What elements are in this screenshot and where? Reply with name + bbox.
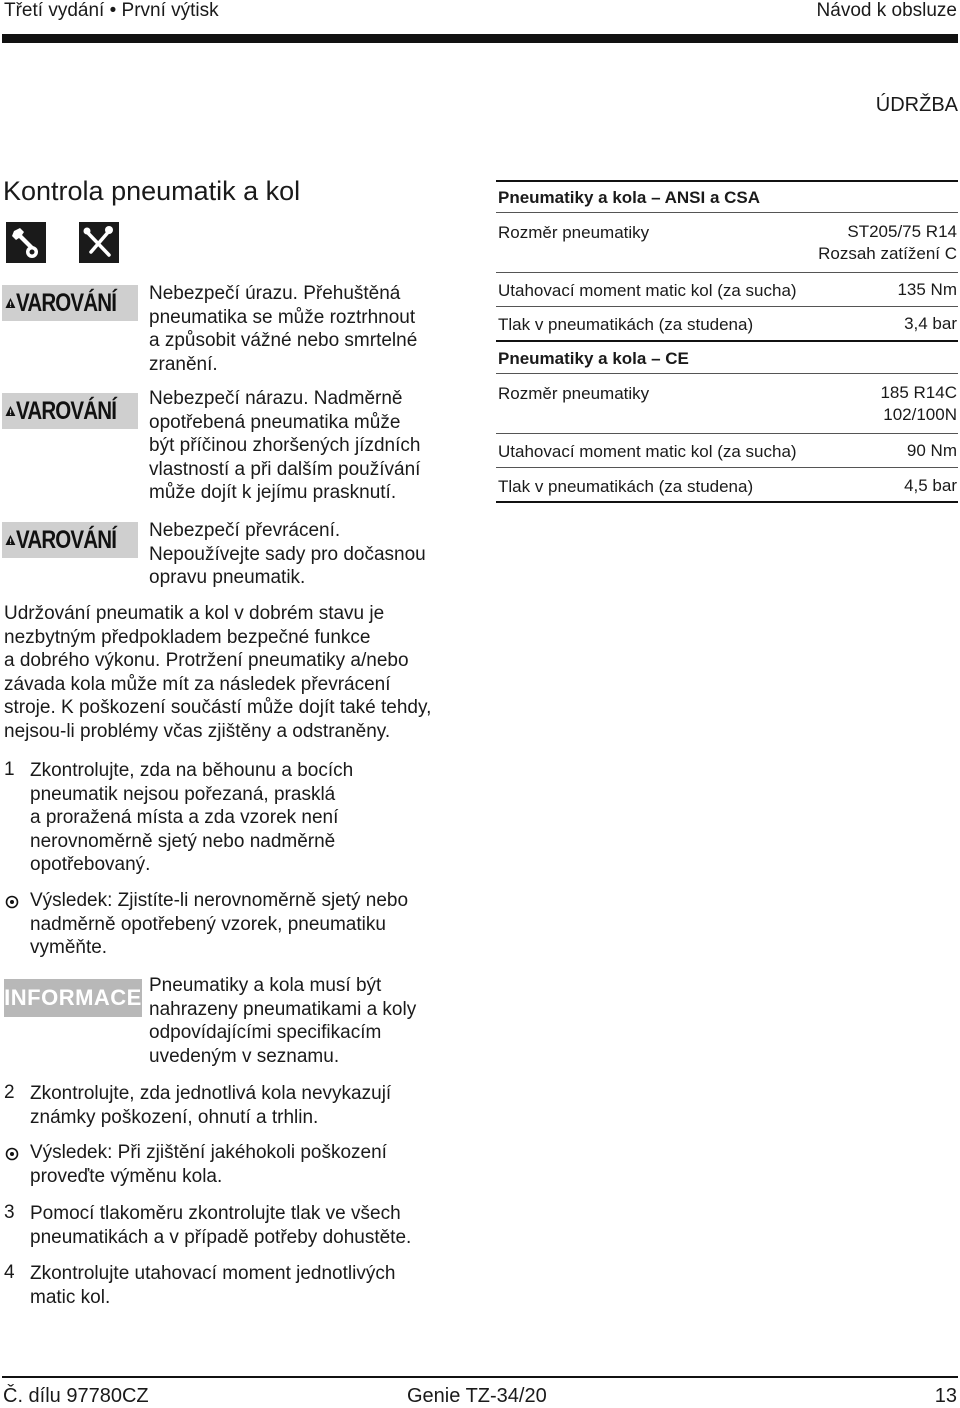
text-line: a způsobit vážné nebo smrtelné [149,330,418,351]
warning-label: VAROVÁNÍ [15,288,117,317]
value-line: 102/100N [883,405,957,424]
warning-badge [2,522,138,558]
table-row-label: Utahovací moment matic kol (za sucha) [498,442,797,461]
text-line: Udržování pneumatik a kol v dobrém stavu je [4,603,385,624]
info-badge: INFORMACE [4,979,142,1017]
step-number: 2 [4,1082,15,1103]
page-title: Kontrola pneumatik a kol [3,176,301,206]
header-edition: Třetí vydání • První výtisk [4,0,219,21]
table-row-value: 4,5 bar [904,476,957,495]
text-line: Nebezpečí úrazu. Přehuštěná [149,283,401,304]
step-number: 3 [4,1202,15,1223]
warning-label: VAROVÁNÍ [15,525,117,554]
intro-paragraph [4,602,474,743]
text-line: Výsledek: Při zjištění jakéhokoli poškození [30,1142,387,1163]
table-row-label: Tlak v pneumatikách (za studena) [498,477,754,496]
text-line: uvedeným v seznamu. [149,1045,340,1067]
value-line: ST205/75 R14 [847,222,957,241]
text-line: opotřebená pneumatika může [149,411,401,433]
text-line: být příčinou zhoršených jízdních [149,435,421,456]
footer-rule [2,1376,958,1378]
text-line: zranění. [149,353,218,375]
table-rule [496,306,958,307]
text-line: pneumatikách a v případě potřeby dohustěte. [30,1226,412,1248]
table-rule [496,272,958,273]
text-line: známky poškození, ohnutí a trhlin. [30,1106,319,1128]
text-line: Zkontrolujte utahovací moment jednotlivých [30,1263,396,1284]
text-line: odpovídajícími specifikacím [149,1022,382,1043]
table-row-value [880,382,957,426]
warning-text [149,387,469,505]
warning-badge [2,285,138,321]
text-line: Nepoužívejte sady pro dočasnou [149,543,426,565]
table-row-label: Rozměr pneumatiky [498,223,650,242]
table-rule [496,433,958,434]
header-manual: Návod k obsluze [816,0,957,21]
info-text [149,974,469,1068]
text-line: Zkontrolujte, zda na běhounu a bocích [30,760,354,781]
table-rule [496,373,958,374]
text-line: stroje. K poškození součástí může dojít také tehdy, [4,697,432,718]
text-line: Nebezpečí převrácení. [149,520,341,541]
wrench-nut-icon [6,222,46,263]
step-text [30,759,450,877]
text-line: pneumatika se může roztrhnout [149,306,416,328]
section-label: ÚDRŽBA [875,94,958,116]
result-icon [5,1147,19,1161]
table-title: Pneumatiky a kola – CE [498,349,689,368]
warning-triangle-icon [5,400,16,422]
result-icon [5,895,19,909]
text-line: opotřebovaný. [30,854,151,875]
text-line: a proražená místa a zda vzorek není [30,807,339,828]
text-line: pneumatik nejsou pořezaná, prasklá [30,783,336,805]
text-line: a dobrého výkonu. Protržení pneumatiky a/nebo [4,650,409,671]
table-rule [496,212,958,213]
table-rule [496,501,958,503]
footer-page-number: 13 [934,1385,957,1407]
step-number: 1 [4,759,15,780]
text-line: opravu pneumatik. [149,567,306,588]
tools-icon [79,222,119,263]
warning-label: VAROVÁNÍ [15,396,117,425]
table-row-value: 135 Nm [897,280,957,299]
value-line: 185 R14C [880,383,957,402]
table-rule [496,180,958,182]
text-line: matic kol. [30,1286,111,1308]
result-text [30,1141,450,1188]
value-line: Rozsah zatížení C [818,244,957,263]
step-text [30,1082,450,1129]
text-line: Nebezpečí nárazu. Nadměrně [149,388,403,409]
table-rule [496,467,958,468]
warning-triangle-icon [5,529,16,551]
text-line: nerovnoměrně sjetý nebo nadměrně [30,830,336,852]
text-line: Výsledek: Zjistíte-li nerovnoměrně sjetý nebo [30,890,409,911]
footer-part-number: Č. dílu 97780CZ [3,1385,149,1407]
header-rule [2,34,958,43]
warning-text [149,519,469,590]
text-line: může dojít k jejímu prasknutí. [149,482,397,503]
text-line: vlastností a při dalším používání [149,458,421,480]
text-line: nejsou-li problémy včas zjištěny a odstraněny. [4,720,391,742]
table-row-label: Utahovací moment matic kol (za sucha) [498,281,797,300]
warning-triangle-icon [5,292,16,314]
step-number: 4 [4,1262,15,1283]
step-text [30,1202,450,1249]
step-text [30,1262,450,1309]
table-rule [496,340,958,342]
table-row-value: 90 Nm [906,441,957,460]
text-line: Pneumatiky a kola musí být [149,975,382,996]
text-line: nahrazeny pneumatikami a koly [149,998,417,1020]
text-line: nadměrně opotřebený vzorek, pneumatiku [30,913,386,935]
text-line: Zkontrolujte, zda jednotlivá kola nevykazují [30,1083,392,1104]
table-row-label: Rozměr pneumatiky [498,384,650,403]
footer-model: Genie TZ-34/20 [407,1385,547,1407]
text-line: proveďte výměnu kola. [30,1165,223,1187]
result-text [30,889,450,960]
table-row-value [818,221,957,265]
table-row-label: Tlak v pneumatikách (za studena) [498,315,754,334]
warning-text [149,282,469,376]
text-line: Pomocí tlakoměru zkontrolujte tlak ve všech [30,1203,401,1224]
warning-badge [2,393,138,429]
table-title: Pneumatiky a kola – ANSI a CSA [498,188,761,207]
text-line: nezbytným předpokladem bezpečné funkce [4,626,371,648]
text-line: vyměňte. [30,937,108,958]
table-row-value: 3,4 bar [904,314,957,333]
text-line: závada kola může mít za následek převrácení [4,673,391,695]
